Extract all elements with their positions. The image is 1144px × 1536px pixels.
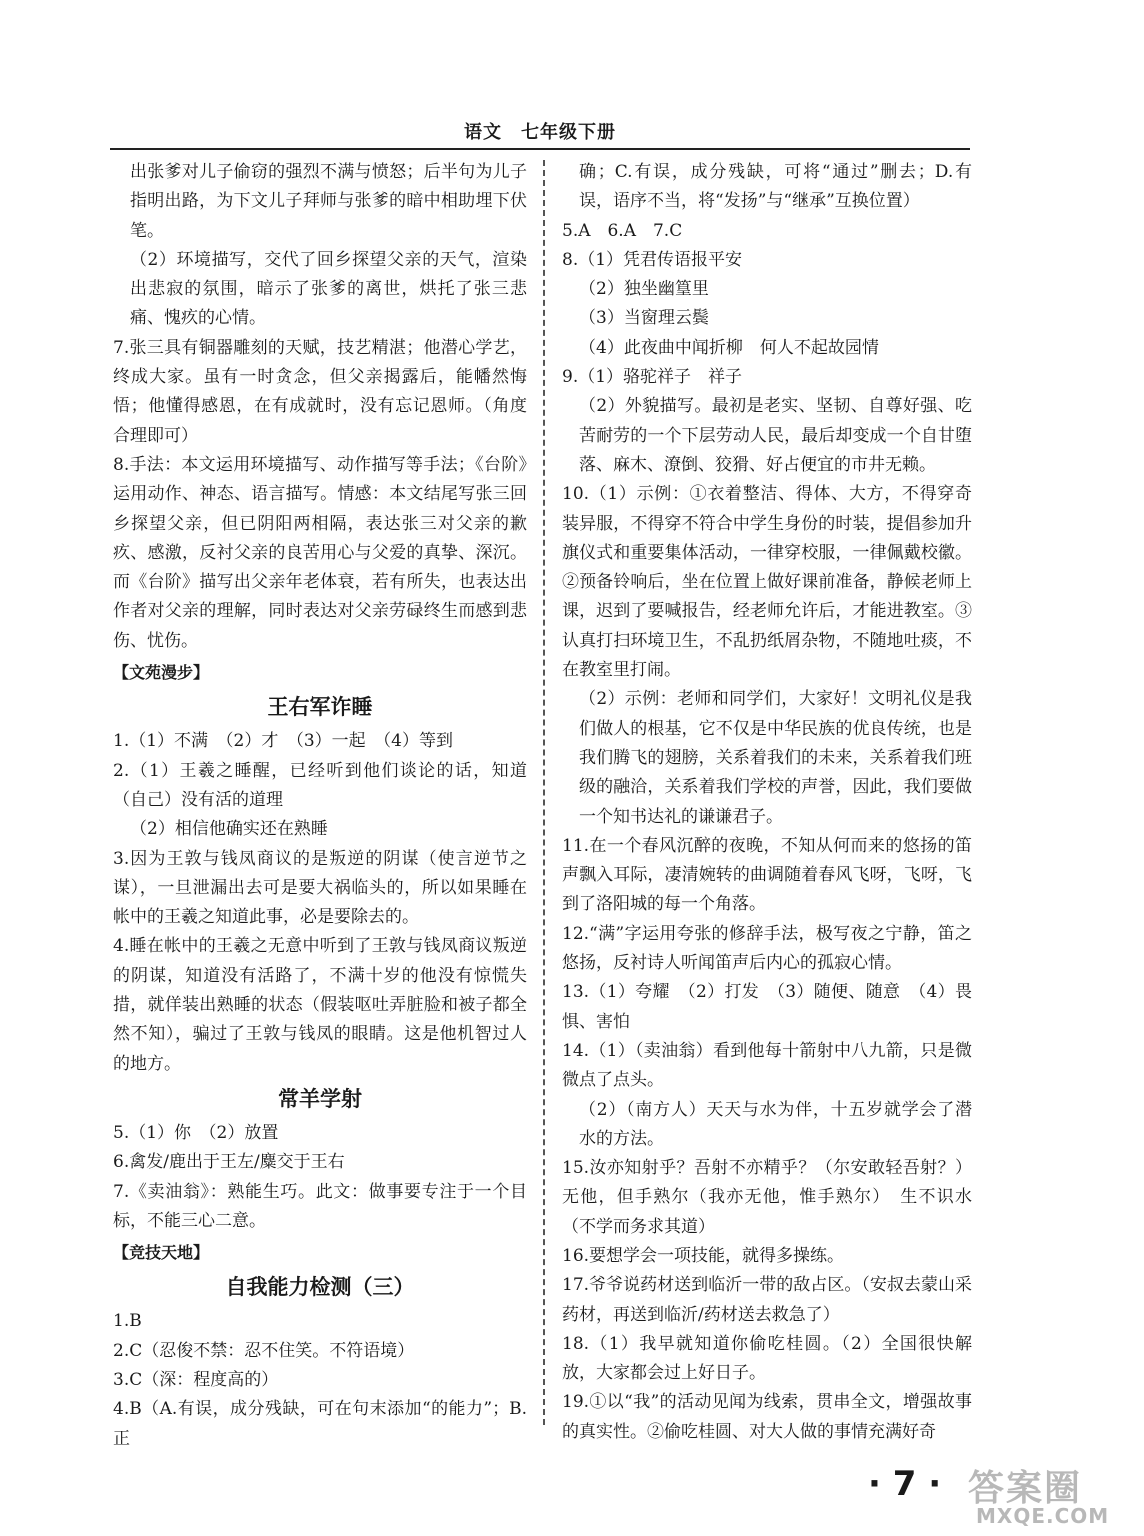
section-title: 自我能力检测（三） <box>225 1274 415 1300</box>
answer-paragraph: 7.张三具有铜器雕刻的天赋，技艺精湛；他潜心学艺，终成大家。虽有一时贪念，但父亲揭露后，能幡然悔悟；他懂得感恩，在有成就时，没有忘记恩师。（角度合理即可） <box>113 337 527 446</box>
section-title: 王右军诈睡 <box>267 694 373 720</box>
answer-paragraph: 3.C（深：程度高的） <box>113 1369 279 1390</box>
answer-paragraph: 9.（1）骆驼祥子 祥子 <box>562 367 743 388</box>
answer-paragraph: 出张爹对儿子偷窃的强烈不满与愤怒；后半句为儿子指明出路，为下文儿子拜师与张爹的暗中相助埋下伏笔。 <box>130 162 527 241</box>
answer-paragraph: 4.B（A.有误，成分残缺，可在句末添加“的能力”；B.正 <box>113 1399 527 1449</box>
answer-paragraph: 5.A 6.A 7.C <box>562 220 683 241</box>
answer-paragraph: 7.《卖油翁》：熟能生巧。此文：做事要专注于一个目标，不能三心二意。 <box>113 1181 527 1231</box>
header-rule <box>110 148 970 150</box>
answer-paragraph: （2）相信他确实还在熟睡 <box>130 819 328 840</box>
answer-paragraph: 1.（1）不满 （2）才 （3）一起 （4）等到 <box>113 731 453 752</box>
answer-paragraph: 17.爷爷说药材送到临沂一带的敌占区。（安叔去蒙山采药材，再送到临沂/药材送去救急了） <box>562 1275 972 1325</box>
answer-paragraph: 4.睡在帐中的王羲之无意中听到了王敦与钱凤商议叛逆的阴谋，知道没有活路了，不满十岁的他没有惊慌失措，就佯装出熟睡的状态（假装呕吐弄脏脸和被子都全然不知），骗过了王敦与钱凤的眼睛。这是他机智过人的地方。 <box>113 936 527 1074</box>
answer-paragraph: （3）当窗理云鬓 <box>579 308 709 329</box>
page-header: 语文 七年级下册 <box>464 122 616 143</box>
section-title: 常羊学射 <box>278 1085 362 1111</box>
watermark-logo: 答案圈 <box>968 1468 1083 1509</box>
answer-paragraph: 6.禽发/鹿出于王左/麋交于王右 <box>113 1152 345 1173</box>
answer-paragraph: 8.（1）凭君传语报平安 <box>562 249 743 270</box>
answer-paragraph: 10.（1）示例：①衣着整洁、得体、大方，不得穿奇装异服，不得穿不符合中学生身份的时装，提倡参加升旗仪式和重要集体活动，一律穿校服，一律佩戴校徽。②预备铃响后，坐在位置上做好课前准备，静候老师上课，迟到了要喊报告，经老师允许后，才能进教室。③认真打扫环境卫生，不乱扔纸屑杂物，不随地吐痰，不在教室里打闹。 <box>562 484 972 681</box>
watermark-url: MXQE.COM <box>976 1504 1110 1528</box>
answer-paragraph: （2）环境描写，交代了回乡探望父亲的天气，渲染出悲寂的氛围，暗示了张爹的离世，烘托了张三悲痛、愧疚的心情。 <box>130 249 527 329</box>
answer-paragraph: 确；C.有误，成分残缺，可将“通过”删去；D.有误，语序不当，将“发扬”与“继承”互换位置） <box>579 162 972 212</box>
answer-paragraph: 12.“满”字运用夸张的修辞手法，极写夜之宁静，笛之悠扬，反衬诗人听闻笛声后内心的孤寂心情。 <box>562 923 972 974</box>
answer-paragraph: 2.（1）王羲之睡醒，已经听到他们谈论的话，知道（自己）没有活的道理 <box>113 760 527 810</box>
answer-paragraph: （2）示例：老师和同学们，大家好！文明礼仪是我们做人的根基，它不仅是中华民族的优良传统，也是我们腾飞的翅膀，关系着我们的未来，关系着我们班级的融洽，关系着我们学校的声誉，因此，我们要做一个知书达礼的谦谦君子。 <box>579 689 972 827</box>
answer-paragraph: 14.（1）（卖油翁）看到他每十箭射中八九箭，只是微微点了点头。 <box>562 1040 972 1091</box>
answer-paragraph: 1.B <box>113 1311 142 1332</box>
answer-paragraph: 13.（1）夸耀 （2）打发 （3）随便、随意 （4）畏惧、害怕 <box>562 982 972 1032</box>
answer-paragraph: 19.①以“我”的活动见闻为线索，贯串全文，增强故事的真实性。②偷吃桂圆、对大人做的事情充满好奇 <box>562 1392 972 1442</box>
answer-paragraph: 15.汝亦知射乎？吾射不亦精乎？（尔安敢轻吾射？）无他，但手熟尔（我亦无他，惟手熟尔） 生不识水（不学而务求其道） <box>562 1158 972 1237</box>
page-number: · 7 · <box>868 1464 942 1504</box>
answer-paragraph: （4）此夜曲中闻折柳 何人不起故园情 <box>579 337 879 358</box>
right-column <box>562 158 972 1447</box>
watermark <box>962 1460 1138 1532</box>
answer-paragraph: 16.要想学会一项技能，就得多操练。 <box>562 1245 845 1266</box>
answer-paragraph: 2.C（忍俊不禁：忍不住笑。不符语境） <box>113 1340 415 1361</box>
section-tag: 【竞技天地】 <box>113 1243 210 1263</box>
answer-paragraph: （2）（南方人）天天与水为伴，十五岁就学会了潜水的方法。 <box>579 1099 972 1149</box>
answer-paragraph: 3.因为王敦与钱凤商议的是叛逆的阴谋（使言逆节之谋），一旦泄漏出去可是要大祸临头的，所以如果睡在帐中的王羲之知道此事，必是要除去的。 <box>113 848 527 928</box>
left-column <box>113 158 527 1454</box>
answer-paragraph: 11.在一个春风沉醉的夜晚，不知从何而来的悠扬的笛声飘入耳际，凄清婉转的曲调随着春风飞呀，飞呀，飞到了洛阳城的每一个角落。 <box>562 835 972 915</box>
answer-paragraph: 8.手法：本文运用环境描写、动作描写等手法；《台阶》运用动作、神态、语言描写。情感：本文结尾写张三回乡探望父亲，但已阴阳两相隔，表达张三对父亲的歉疚、感激，反衬父亲的良苦用心与父爱的真挚、深沉。而《台阶》描写出父亲年老体衰，若有所失，也表达出作者对父亲的理解，同时表达对父亲劳碌终生而感到悲伤、忧伤。 <box>113 454 527 651</box>
column-divider <box>543 160 545 1425</box>
answer-paragraph: 18.（1）我早就知道你偷吃桂圆。（2）全国很快解放，大家都会过上好日子。 <box>562 1333 972 1384</box>
section-tag: 【文苑漫步】 <box>113 663 210 683</box>
answer-paragraph: （2）独坐幽篁里 <box>579 279 709 300</box>
answer-paragraph: （2）外貌描写。最初是老实、坚韧、自尊好强、吃苦耐劳的一个下层劳动人民，最后却变成一个自甘堕落、麻木、潦倒、狡猾、好占便宜的市井无赖。 <box>579 396 972 475</box>
answer-paragraph: 5.（1）你 （2）放置 <box>113 1122 279 1143</box>
